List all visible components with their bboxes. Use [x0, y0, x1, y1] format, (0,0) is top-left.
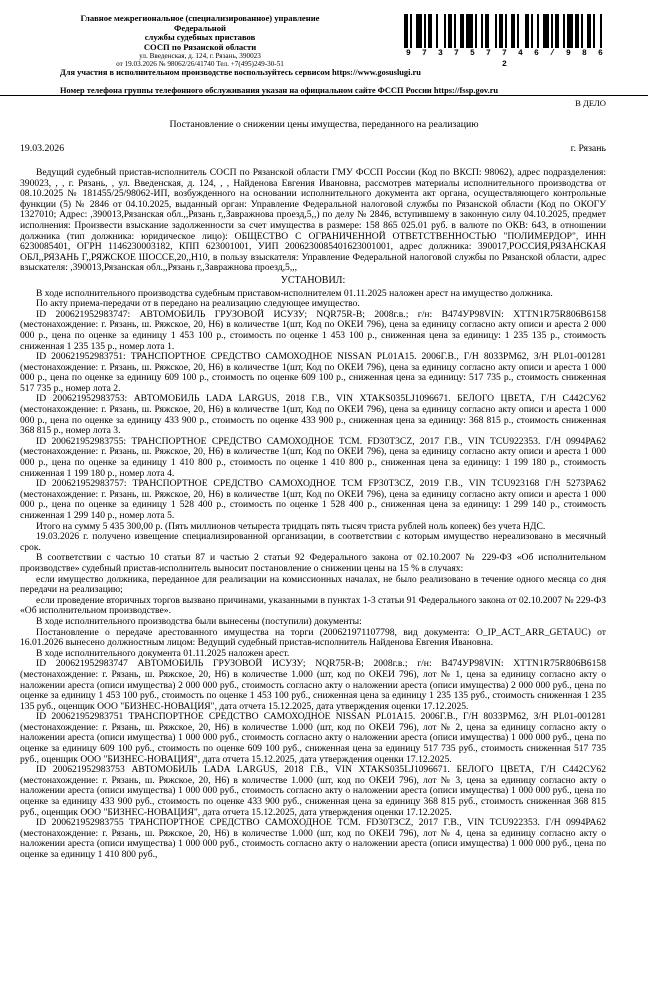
body-paragraph: Постановление о передаче арестованного имущества на торги (200621971107798, вид документа: O_IP_ACT_ARR_GETAUC) от 16.01.2026 вынесено должностным лицом: Ведущий судебный пристав-исполнитель Найденова Евгения Ивановна. [20, 626, 606, 649]
arrest-item: ID 200621952983755 ТРАНСПОРТНОЕ СРЕДСТВО САМОХОДНОЕ TCM. FD30T3CZ, 2017 Г.В., VIN TCU922353. Г/Н 0994РА62 (местонахождение: г. Рязань, ш. Ряжское, 20, Н6) в количестве 1.000 (шт, код по ОКЕИ 796), лот № 4, цена за единицу согласно акту о наложении ареста (описи имущества) 1 000 000 руб., стоимость согласно акту о наложении ареста (описи имущества) 1 000 000 руб., цена по оценке за единицу 1 410 800 руб., [20, 817, 606, 860]
arrest-item: ID 200621952983753 АВТОМОБИЛЬ LADA LARGUS, 2018 Г.В., VIN XTAKS035LJ1096671. БЕЛОГО ЦВЕТА, Г/Н С442СУ62 (местонахождение: г. Рязань, ш. Ряжское, 20, Н6) в количестве 1.000 (шт, код по ОКЕИ 796), лот № 3, цена за единицу согласно акту о наложении ареста (описи имущества) 1 000 000 руб., стоимость согласно акту о наложении ареста (описи имущества) 1 000 000 руб., цена по оценке за единицу 433 900 руб., стоимость по оценке 433 900 руб., сниженная цена за единицу 368 815 руб., стоимость сниженная 368 815 руб., оценщик ООО "БИЗНЕС-НОВАЦИЯ", дата отчета 15.12.2025, дата утверждения оценки 17.12.2025. [20, 764, 606, 818]
document-title: Постановление о снижении цены имущества, переданного на реализацию [169, 119, 479, 130]
barcode [404, 14, 608, 69]
total-paragraph: Итого на сумму 5 435 300,00 р. (Пять миллионов четыреста тридцать пять тысяч триста рублей ноль копеек) без учета НДС. [36, 520, 546, 532]
agency-address: ул. Введенская, д. 124, г. Рязань, 390023 [139, 52, 261, 61]
header-divider [0, 95, 648, 96]
property-item: ID 200621952983755: ТРАНСПОРТНОЕ СРЕДСТВО САМОХОДНОЕ TCM. FD30T3CZ, 2017 Г.В., VIN TCU922353. Г/Н 0994РА62 (местонахождение: г. Рязань, ш. Ряжское, 20, Н6) в количестве 1(шт, Код по ОКЕИ 796), цена за единицу согласно акту описи и ареста 1 000 000 р., цена по оценке за единицу 1 410 800 р., стоимость по оценке 1 410 800 р., сниженная цена за единицу: 1 199 180 р., стоимость сниженная 1 199 180 р., номер лота 4. [20, 435, 606, 479]
property-item: ID 200621952983747: АВТОМОБИЛЬ ГРУЗОВОЙ ИСУЗУ; NQR75R-B; 2008г.в.; г/н: В474УР98VIN: XTTN1R75R806B6158 (местонахождение: г. Рязань, ш. Ряжское, 20, Н6) в количестве 1(шт, Код по ОКЕИ 796), цена за единицу согласно акту описи и ареста 2 000 000 р., цена по оценке за единицу 1 453 100 р., стоимость по оценке 1 453 100 р., сниженная цена за единицу: 1 235 135 р., стоимость сниженная 1 235 135 р., номер лота 1. [20, 308, 606, 352]
body-paragraph: В ходе исполнительного производства были вынесены (поступили) документы: [36, 615, 362, 627]
body-paragraph: В ходе исполнительного документа 01.11.2025 наложен арест. [36, 647, 290, 659]
document-date: 19.03.2026 [20, 143, 65, 154]
property-item: ID 200621952983757: ТРАНСПОРТНОЕ СРЕДСТВО САМОХОДНОЕ TCM FP30T3CZ, 2019 Г.В., VIN TCU923168 Г/Н 5273РА62 (местонахождение: г. Рязань, ш. Ряжское, 20, Н6) в количестве 1(шт, Код по ОКЕИ 796), цена за единицу согласно акту описи и ареста 1 000 000 р., цена по оценке за единицу 1 528 400 р., стоимость по оценке 1 528 400 р., сниженная цена за единицу: 1 299 140 р., стоимость сниженная 1 299 140 р., номер лота 5. [20, 478, 606, 521]
body-paragraph: По акту приема-передачи от в передано на реализацию следующее имущество. [36, 298, 360, 310]
gosuslugi-notice: Для участия в исполнительном производстве воспользуйтесь сервисом https://www.gosuslugi.ru [60, 68, 421, 77]
agency-reg-number-phone: от 19.03.2026 № 98062/26/41740 Тел. +7(495)249-30-51 [116, 60, 284, 69]
body-paragraph: 19.03.2026 г. получено извещение специализированной организации, в соответствии с которым имущество нереализовано в месячный срок. [20, 531, 606, 553]
agency-name-line: Главное межрегиональное (специализированное) управление Федеральной [80, 13, 320, 33]
v-delo-mark: В ДЕЛО [575, 98, 606, 108]
arrest-item: ID 200621952983747 АВТОМОБИЛЬ ГРУЗОВОЙ ИСУЗУ; NQR75R-B; 2008г.в.; г/н: В474УР98VIN: XTTN1R75R806B6158 (местонахождение: г. Рязань, ш. Ряжское, 20, Н6) в количестве 1.000 (шт, код по ОКЕИ 796), лот № 1, цена за единицу согласно акту о наложении ареста (описи имущества) 2 000 000 руб., стоимость согласно акту о наложении ареста (описи имущества) 2 000 000 руб., цена по оценке за единицу 1 453 100 руб., стоимость по оценке 1 453 100 руб., сниженная цена за единицу 1 235 135 руб., стоимость сниженная 1 235 135 руб., оценщик ООО "БИЗНЕС-НОВАЦИЯ", дата отчета 15.12.2025, дата утверждения оценки 17.12.2025. [20, 658, 606, 712]
intro-paragraph: Ведущий судебный пристав-исполнитель СОСП по Рязанской области ГМУ ФССП России (Код по ВКСП: 98062), адрес подразделения: 390023, , , г. Рязань, , ул. Введенская, д. 124, , , Найденова Евгения Ивановна, рассмотрев материалы исполнительного производства от 08.10.2025 № 181455/25/98062-ИП, возбужденного на основании исполнительного документа акт органа, осуществляющего контрольные функции (5) № 2846 от 04.10.2025, выданный орган: Управление Федеральной налоговой службы по Рязанской области (Код по ОКОГУ 1327010; Адрес: ,390013,Рязанская обл.,,Рязань г,,Завражнова проезд,5,,) по делу № 2846, вступившему в законную силу 04.10.2025, предмет исполнения: Произвести взыскание задолженности за счет имущества в размере: 158 865 025.01 руб. в валюте по ОКВ: 643, в отношении должника (тип должника: юридическое лицо): ОБЩЕСТВО С ОГРАНИЧЕННОЙ ОТВЕТСТВЕННОСТЬЮ "ПОЛИМЕРДОР", ИНН 6230085401, ОГРН 1146230003182, КПП 623001001, УИП 2006230085401623001001, адрес должника: 390017,РОССИЯ,РЯЗАНСКАЯ ОБЛ,,РЯЗАНЬ Г,,РЯЖСКОЕ ШОССЕ,20,,Н10, в пользу взыскателя: Управление Федеральной налоговой службы по Рязанской области, адрес взыскателя: ,390013,Рязанская обл.,,Рязань г,,Завражнова проезд,5,,, [20, 167, 606, 274]
agency-name-line: СОСП по Рязанской области [143, 41, 257, 52]
fssp-phone-notice: Номер телефона группы телефонного обслуживания указан на официальном сайте ФССП России https://fssp.gov.ru [60, 86, 499, 95]
body-paragraph: В соответствии с частью 10 статьи 87 и частью 2 статьи 92 Федерального закона от 02.10.2007 № 229-ФЗ «Об исполнительном производстве» судебный пристав-исполнитель выносит постановление о снижении цены на 15 % в случаях: [20, 552, 606, 574]
body-paragraph: если имущество должника, переданное для реализации на комиссионных началах, не было реализовано в течение одного месяца со дня передачи на реализацию; [20, 573, 606, 596]
property-item: ID 200621952983751: ТРАНСПОРТНОЕ СРЕДСТВО САМОХОДНОЕ NISSAN PL01A15. 2006Г.В., Г/Н 8033РМ62, З/Н PL01-001281 (местонахождение: г. Рязань, ш. Ряжское, 20, Н6) в количестве 1(шт, Код по ОКЕИ 796), цена за единицу согласно акту описи и ареста 1 000 000 р., цена по оценке за единицу 609 100 р., стоимость по оценке 609 100 р., сниженная цена за единицу: 517 735 р., стоимость сниженная 517 735 р., номер лота 2. [20, 351, 606, 394]
body-paragraph: В ходе исполнительного производства судебным приставом-исполнителем 01.11.2025 наложен арест на имущество должника. [36, 287, 553, 299]
document-city: г. Рязань [570, 143, 606, 154]
barcode-number: 9 7 3 7 5 7 7 4 6 / 9 8 6 2 [405, 49, 607, 69]
agency-name-line: службы судебных приставов [144, 32, 256, 43]
arrest-item: ID 200621952983751 ТРАНСПОРТНОЕ СРЕДСТВО САМОХОДНОЕ NISSAN PL01A15. 2006Г.В., Г/Н 8033РМ62, З/Н PL01-001281 (местонахождение: г. Рязань, ш. Ряжское, 20, Н6) в количестве 1.000 (шт, код по ОКЕИ 796), лот № 2, цена за единицу согласно акту о наложении ареста (описи имущества) 1 000 000 руб., стоимость согласно акту о наложении ареста (описи имущества) 1 000 000 руб., цена по оценке за единицу 609 100 руб., стоимость по оценке 609 100 руб., сниженная цена за единицу 517 735 руб., стоимость сниженная 517 735 руб., оценщик ООО "БИЗНЕС-НОВАЦИЯ", дата отчета 15.12.2025, дата утверждения оценки 17.12.2025. [20, 711, 606, 765]
agency-header [60, 14, 340, 68]
established-heading: УСТАНОВИЛ: [280, 274, 346, 286]
body-paragraph: если проведение вторичных торгов вызвано причинами, указанными в пунктах 1-3 статьи 91 Федерального закона от 02.10.2007 № 229-ФЗ «Об исполнительном производстве». [20, 594, 606, 617]
property-item: ID 200621952983753: АВТОМОБИЛЬ LADA LARGUS, 2018 Г.В., VIN XTAKS035LJ1096671. БЕЛОГО ЦВЕТА, Г/Н С442СУ62 (местонахождение: г. Рязань, ш. Ряжское, 20, Н6) в количестве 1(шт, Код по ОКЕИ 796), цена за единицу согласно акту описи и ареста 1 000 000 р., цена по оценке за единицу 433 900 р., стоимость по оценке 433 900 р., сниженная цена за единицу: 368 815 р., стоимость сниженная 368 815 р., номер лота 3. [20, 393, 606, 437]
barcode-bar [602, 14, 608, 48]
document-body [20, 168, 606, 861]
barcode-bars [404, 14, 608, 48]
